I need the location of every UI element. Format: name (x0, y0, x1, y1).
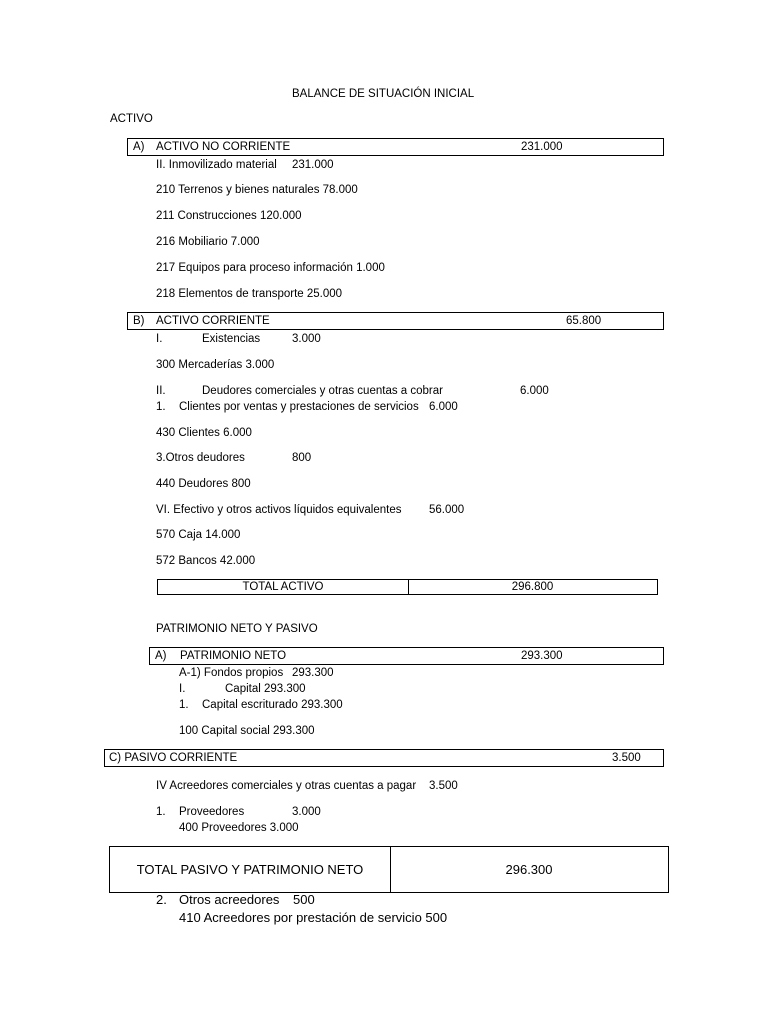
anc-item: 211 Construcciones 120.000 (156, 210, 302, 222)
ac-label: ACTIVO CORRIENTE (156, 315, 270, 327)
fondos-propios-label: A-1) Fondos propios (179, 667, 284, 679)
anc-item: 210 Terrenos y bienes naturales 78.000 (156, 184, 358, 196)
total-activo-label: TOTAL ACTIVO (158, 580, 409, 594)
otros-acreedores-num: 2. (156, 892, 167, 907)
mercaderias: 300 Mercaderías 3.000 (156, 359, 275, 371)
pc-value: 3.500 (612, 752, 641, 764)
pn-label: PATRIMONIO NETO (180, 650, 287, 662)
clientes-num: 1. (156, 401, 166, 413)
deudores-value: 6.000 (520, 385, 549, 397)
anc-label: ACTIVO NO CORRIENTE (156, 141, 291, 153)
otros-acreedores-label: Otros acreedores (179, 892, 280, 907)
existencias-num: I. (156, 333, 163, 345)
existencias-label: Existencias (202, 333, 261, 345)
ac-letter: B) (133, 315, 145, 327)
total-pasivo-value: 296.300 (505, 862, 553, 877)
anc-item: 216 Mobiliario 7.000 (156, 236, 260, 248)
total-pasivo-box (109, 846, 669, 893)
capital-label: Capital 293.300 (225, 683, 306, 695)
proveedores-value: 3.000 (292, 806, 321, 818)
clientes-account: 430 Clientes 6.000 (156, 427, 252, 439)
proveedores-label: Proveedores (179, 806, 245, 818)
capital-num: I. (179, 683, 186, 695)
clientes-value: 6.000 (429, 401, 458, 413)
caja-account: 570 Caja 14.000 (156, 529, 241, 541)
otros-acreedores-value: 500 (293, 892, 315, 907)
patrimonio-neto-box (149, 647, 664, 665)
fondos-propios-value: 293.300 (292, 667, 334, 679)
acreedores-value: 3.500 (429, 780, 458, 792)
ac-value: 65.800 (566, 315, 602, 327)
proveedores-account: 400 Proveedores 3.000 (179, 822, 299, 834)
pn-pasivo-heading: PATRIMONIO NETO Y PASIVO (156, 623, 318, 635)
deudores-account: 440 Deudores 800 (156, 478, 251, 490)
activo-corriente-box (127, 312, 664, 330)
existencias-value: 3.000 (292, 333, 321, 345)
inmovilizado-label: II. Inmovilizado material (156, 159, 277, 171)
pc-label: C) PASIVO CORRIENTE (109, 752, 238, 764)
inmovilizado-value: 231.000 (292, 159, 334, 171)
pasivo-corriente-box (104, 749, 664, 767)
total-pasivo-label: TOTAL PASIVO Y PATRIMONIO NETO (110, 847, 391, 892)
pn-letter: A) (155, 650, 167, 662)
efectivo-label: VI. Efectivo y otros activos líquidos equivalentes (156, 504, 402, 516)
bancos-account: 572 Bancos 42.000 (156, 555, 256, 567)
deudores-label: Deudores comerciales y otras cuentas a cobrar (202, 385, 443, 397)
total-activo-value: 296.800 (511, 581, 554, 593)
efectivo-value: 56.000 (429, 504, 465, 516)
otros-acreedores-account: 410 Acreedores por prestación de servicio 500 (179, 910, 448, 925)
capital-social-account: 100 Capital social 293.300 (179, 725, 315, 737)
deudores-num: II. (156, 385, 166, 397)
clientes-label: Clientes por ventas y prestaciones de servicios (179, 401, 419, 413)
otros-deudores-label: 3.Otros deudores (156, 452, 245, 464)
document-title: BALANCE DE SITUACIÓN INICIAL (292, 88, 475, 100)
capital-escriturado-num: 1. (179, 699, 189, 711)
anc-value: 231.000 (521, 141, 563, 153)
proveedores-num: 1. (156, 806, 166, 818)
capital-escriturado-label: Capital escriturado 293.300 (202, 699, 343, 711)
total-activo-box (157, 579, 658, 595)
otros-deudores-value: 800 (292, 452, 312, 464)
pn-value: 293.300 (521, 650, 563, 662)
anc-letter: A) (133, 141, 145, 153)
activo-no-corriente-box (127, 138, 664, 156)
anc-item: 217 Equipos para proceso información 1.000 (156, 262, 385, 274)
activo-heading: ACTIVO (110, 113, 153, 125)
acreedores-label: IV Acreedores comerciales y otras cuentas a pagar (156, 780, 417, 792)
anc-item: 218 Elementos de transporte 25.000 (156, 288, 343, 300)
